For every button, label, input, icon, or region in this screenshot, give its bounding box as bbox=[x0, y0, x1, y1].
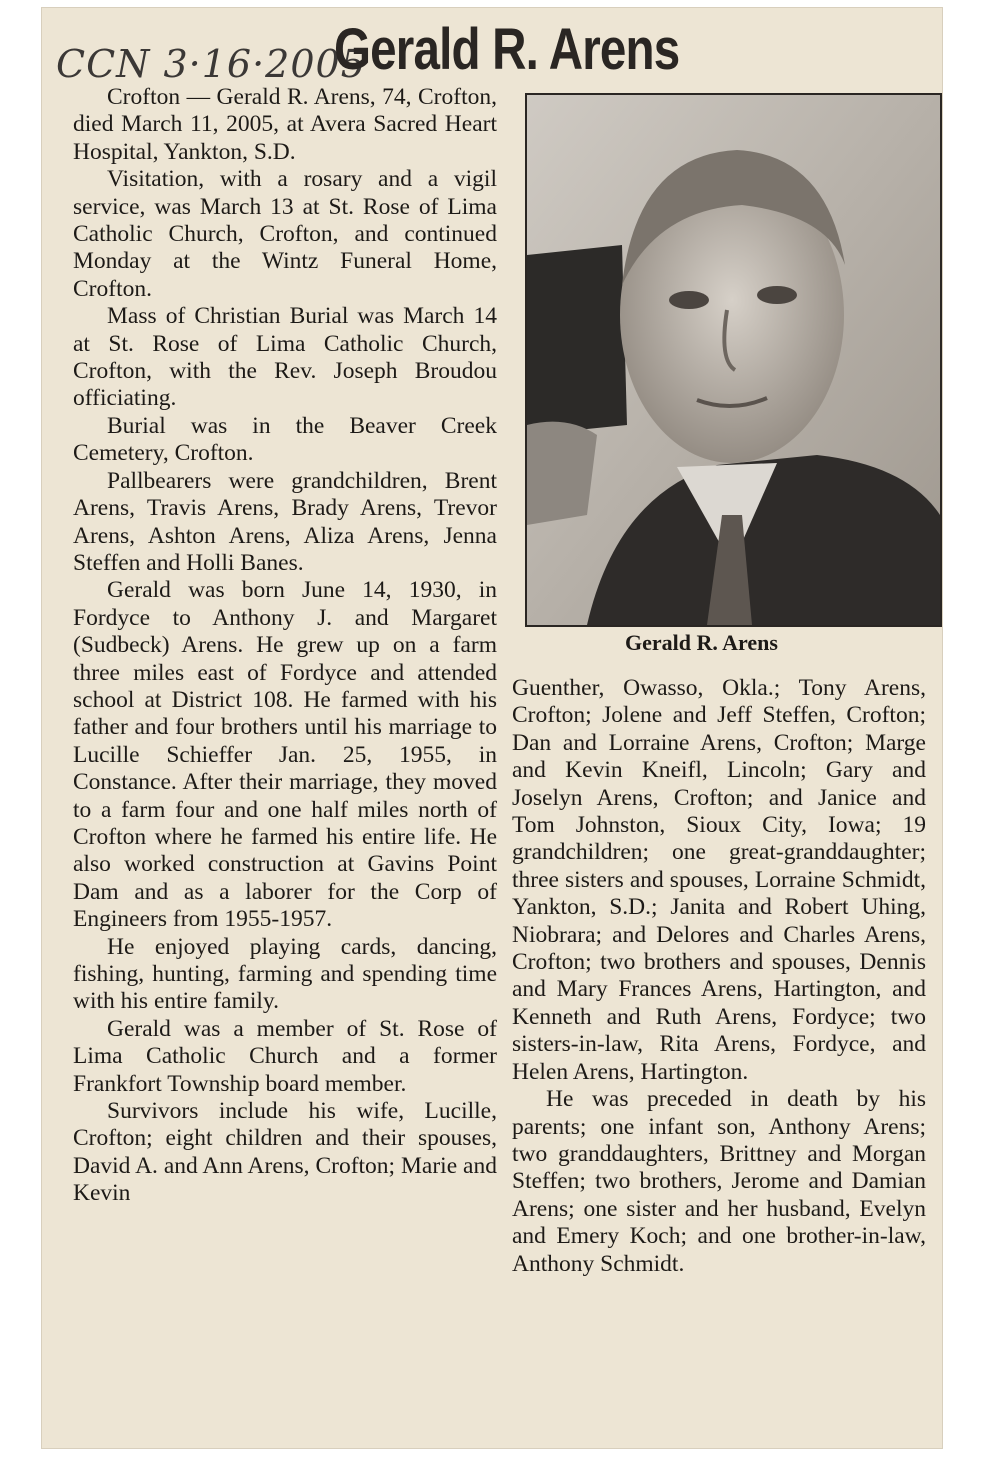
bleed-through-text bbox=[702, 8, 942, 80]
paragraph: Pallbearers were grandchildren, Brent Arens, Travis Arens, Brady Arens, Trevor Arens, Ashton Arens, Aliza Arens, Jenna Steffen and Holli Banes. bbox=[73, 467, 497, 576]
right-column bbox=[512, 675, 926, 1278]
paragraph: Mass of Christian Burial was March 14 at St. Rose of Lima Catholic Church, Crofton, with the Rev. Joseph Broudou officiating. bbox=[73, 303, 497, 412]
paragraph: Burial was in the Beaver Creek Cemetery, Crofton. bbox=[73, 412, 497, 467]
paragraph: He was preceded in death by his parents; one infant son, Anthony Arens; two granddaughters, Brittney and Morgan Steffen; two brothers, Jerome and Damian Arens; one sister and her husband, Evelyn and Emery Koch; and one brother-in-law, Anthony Schmidt. bbox=[512, 1086, 926, 1277]
obituary-headline: Gerald R. Arens bbox=[334, 17, 680, 82]
photo-caption: Gerald R. Arens bbox=[625, 630, 778, 655]
paragraph: Gerald was a member of St. Rose of Lima Catholic Church and a former Frankfort Township board member. bbox=[73, 1015, 497, 1097]
portrait-illustration bbox=[527, 95, 940, 625]
portrait-photo bbox=[525, 93, 942, 627]
paragraph: Guenther, Owasso, Okla.; Tony Arens, Crofton; Jolene and Jeff Steffen, Crofton; Dan and Lorraine Arens, Crofton; Marge and Kevin Kneifl, Lincoln; Gary and Joselyn Arens, Crofton; and Janice and Tom Johnston, Sioux City, Iowa; 19 grandchildren; one great-granddaughter; three sisters and spouses, Lorraine Schmidt, Yankton, S.D.; Janita and Robert Uhing, Niobrara; and Delores and Charles Arens, Crofton; two brothers and spouses, Dennis and Mary Frances Arens, Hartington, and Kenneth and Ruth Arens, Fordyce; two sisters-in-law, Rita Arens, Fordyce, and Helen Arens, Hartington. bbox=[512, 675, 926, 1085]
paragraph: Gerald was born June 14, 1930, in Fordyce to Anthony J. and Margaret (Sudbeck) Arens. He grew up on a farm three miles east of Fordyce and attended school at District 108. He farmed with his father and four brothers until his marriage to Lucille Schieffer Jan. 25, 1955, in Constance. After their marriage, they moved to a farm four and one half miles north of Crofton where he farmed his entire life. He also worked construction at Gavins Point Dam and as a laborer for the Corp of Engineers from 1955-1957. bbox=[73, 577, 497, 933]
paragraph: Visitation, with a rosary and a vigil service, was March 13 at St. Rose of Lima Catholic Church, Crofton, and continued Monday at the Wintz Funeral Home, Crofton. bbox=[73, 166, 497, 302]
paragraph: Survivors include his wife, Lucille, Crofton; eight children and their spouses, David A. and Ann Arens, Crofton; Marie and Kevin bbox=[73, 1098, 497, 1207]
paragraph: Crofton — Gerald R. Arens, 74, Crofton, died March 11, 2005, at Avera Sacred Heart Hospital, Yankton, S.D. bbox=[73, 84, 497, 165]
paragraph: He enjoyed playing cards, dancing, fishing, hunting, farming and spending time with his entire family. bbox=[73, 933, 497, 1015]
left-column bbox=[73, 84, 497, 1208]
handwritten-date-note: CCN 3·16·2005 bbox=[56, 42, 366, 86]
